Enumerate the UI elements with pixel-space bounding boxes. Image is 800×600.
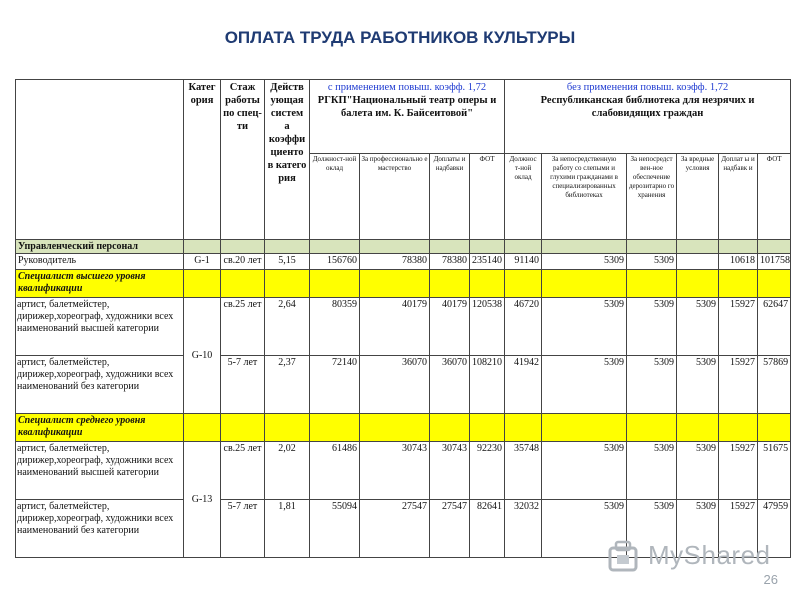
cell: 5309	[542, 500, 627, 558]
header-category: Катег ория	[184, 80, 221, 240]
cell: 5309	[627, 500, 677, 558]
page-title: ОПЛАТА ТРУДА РАБОТНИКОВ КУЛЬТУРЫ	[224, 28, 576, 47]
row-name: артист, балетмейстер, дирижер,хореограф, художники всех наименований без категории	[16, 500, 184, 558]
cell: 235140	[470, 254, 505, 270]
row-experience: 5-7 лет	[221, 500, 265, 558]
cell: 5309	[627, 298, 677, 356]
row-category: G-1	[184, 254, 221, 270]
cell: 30743	[430, 442, 470, 500]
row-coef: 1,81	[265, 500, 310, 558]
cell: 57869	[758, 356, 791, 414]
cell: 5309	[627, 254, 677, 270]
group-theatre-coef: с применением повыш. коэфф. 1,72	[327, 82, 487, 93]
cell: 36070	[360, 356, 430, 414]
cell: 27547	[360, 500, 430, 558]
cell: 55094	[310, 500, 360, 558]
cell: 92230	[470, 442, 505, 500]
cell: 10618	[719, 254, 758, 270]
subheader-cell: За непосредст вен-ное обеспечение дерозитарно го хранения	[627, 154, 677, 240]
cell	[677, 254, 719, 270]
subheader-cell: Доплат ы и надбавк и	[719, 154, 758, 240]
watermark-text: MyShared	[648, 540, 771, 570]
row-name: Руководитель	[16, 254, 184, 270]
row-coef: 2,02	[265, 442, 310, 500]
cell: 72140	[310, 356, 360, 414]
cell: 80359	[310, 298, 360, 356]
salary-table	[15, 79, 791, 558]
header-group-library	[505, 80, 791, 154]
cell: 5309	[677, 500, 719, 558]
cell: 61486	[310, 442, 360, 500]
cell: 15927	[719, 442, 758, 500]
cell: 5309	[677, 356, 719, 414]
subheader-cell: Должност-ной оклад	[310, 154, 360, 240]
cell: 36070	[430, 356, 470, 414]
table-row	[16, 442, 791, 500]
row-category: G-13	[184, 442, 221, 558]
row-category: G-10	[184, 298, 221, 414]
cell: 41942	[505, 356, 542, 414]
row-experience: св.25 лет	[221, 442, 265, 500]
cell: 32032	[505, 500, 542, 558]
row-coef: 5,15	[265, 254, 310, 270]
table-row	[16, 298, 791, 356]
group-library-coef: без применения повыш. коэфф. 1,72	[566, 82, 729, 93]
cell: 78380	[430, 254, 470, 270]
section-label: Специалист высшего уровня квалификации	[16, 270, 184, 298]
cell: 5309	[677, 298, 719, 356]
cell: 15927	[719, 356, 758, 414]
subheader-cell: За профессионально е мастерство	[360, 154, 430, 240]
subheader-cell: ФОТ	[470, 154, 505, 240]
row-experience: 5-7 лет	[221, 356, 265, 414]
cell: 62647	[758, 298, 791, 356]
section-label: Управленческий персонал	[16, 240, 184, 254]
cell: 5309	[542, 254, 627, 270]
cell: 82641	[470, 500, 505, 558]
row-name: артист, балетмейстер, дирижер,хореограф, художники всех наименований без категории	[16, 356, 184, 414]
subheader-cell: Доплаты и надбавки	[430, 154, 470, 240]
cell: 51675	[758, 442, 791, 500]
header-group-theatre	[310, 80, 505, 154]
table-row	[16, 356, 791, 414]
cell: 101758	[758, 254, 791, 270]
cell: 40179	[430, 298, 470, 356]
cell: 30743	[360, 442, 430, 500]
cell: 156760	[310, 254, 360, 270]
group-theatre-name: РГКП"Национальный театр оперы и балета им. К. Байсеитовой"	[317, 95, 497, 119]
header-coefficient: Действ ующая систем а коэффи циенто в катего рия	[265, 80, 310, 240]
row-experience: св.25 лет	[221, 298, 265, 356]
row-name: артист, балетмейстер, дирижер,хореограф, художники всех наименований высшей категории	[16, 442, 184, 500]
group-library-name: Республиканская библиотека для незрячих и слабовидящих граждан	[540, 95, 755, 119]
row-name: артист, балетмейстер, дирижер,хореограф, художники всех наименований высшей категории	[16, 298, 184, 356]
cell: 5309	[677, 442, 719, 500]
section-row-management	[16, 240, 791, 254]
cell: 108210	[470, 356, 505, 414]
section-row-middle	[16, 414, 791, 442]
cell: 120538	[470, 298, 505, 356]
section-label: Специалист среднего уровня квалификации	[16, 414, 184, 442]
cell: 5309	[627, 356, 677, 414]
table-row	[16, 254, 791, 270]
row-experience: св.20 лет	[221, 254, 265, 270]
row-coef: 2,37	[265, 356, 310, 414]
header-experience: Стаж работы по спец-ти	[221, 80, 265, 240]
subheader-cell: За непосредственную работу со слепыми и глухими гражданами в специализированных библиотеках	[542, 154, 627, 240]
subheader-cell: Должнос т-ной оклад	[505, 154, 542, 240]
cell: 5309	[542, 442, 627, 500]
page-number: 26	[763, 572, 778, 587]
subheader-cell: ФОТ	[758, 154, 791, 240]
cell: 35748	[505, 442, 542, 500]
cell: 47959	[758, 500, 791, 558]
cell: 15927	[719, 500, 758, 558]
cell: 5309	[627, 442, 677, 500]
header-row	[16, 80, 791, 154]
row-coef: 2,64	[265, 298, 310, 356]
cell: 46720	[505, 298, 542, 356]
header-name-cell	[16, 80, 184, 240]
cell: 91140	[505, 254, 542, 270]
cell: 27547	[430, 500, 470, 558]
cell: 40179	[360, 298, 430, 356]
cell: 5309	[542, 356, 627, 414]
cell: 78380	[360, 254, 430, 270]
cell: 5309	[542, 298, 627, 356]
subheader-cell: За вредные условия	[677, 154, 719, 240]
section-row-high	[16, 270, 791, 298]
cell: 15927	[719, 298, 758, 356]
